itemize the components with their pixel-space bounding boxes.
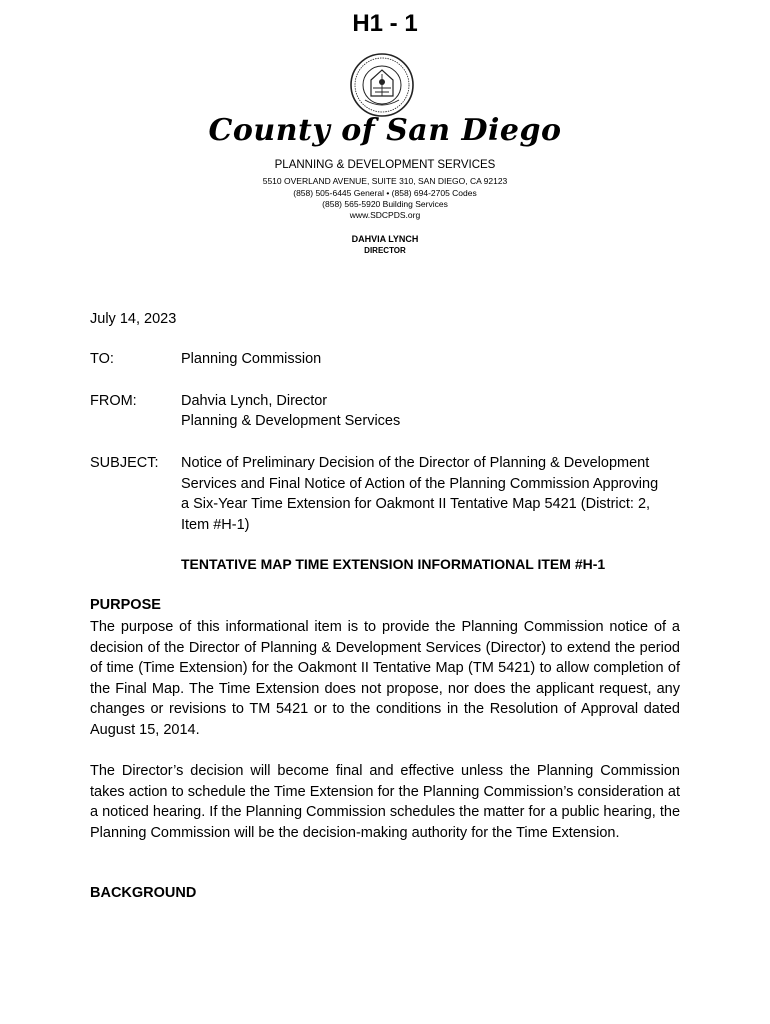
subject-line-1: Notice of Preliminary Decision of the Director of Planning & Development (181, 455, 650, 471)
to-label: TO: (90, 351, 114, 367)
from-name: Dahvia Lynch, Director (181, 393, 328, 409)
purpose-heading: PURPOSE (90, 597, 161, 613)
purpose-paragraph-1: The purpose of this informational item is to provide the Planning Commission notice of a decision of the Director of Planning & Development Services (Director) to extend the period of time (Time Extension) for the Oakmont II Tentative Map (TM 5421) to allow completion of the Final Map. The Time Extension does not propose, nor does the applicant request, any changes or revisions to TM 5421 or to the conditions in the Resolution of Approval dated August 15, 2014. (90, 619, 680, 738)
county-seal-icon (349, 52, 415, 118)
informational-heading: TENTATIVE MAP TIME EXTENSION INFORMATIONAL ITEM #H-1 (181, 556, 606, 572)
building-phone: (858) 565-5920 Building Services (322, 199, 448, 209)
memo-date: July 14, 2023 (90, 311, 177, 327)
director-name: DAHVIA LYNCH (351, 234, 419, 244)
subject-line-4: Item #H-1) (181, 517, 250, 533)
department-name: PLANNING & DEVELOPMENT SERVICES (274, 159, 496, 171)
phone-numbers: (858) 505-6445 General • (858) 694-2705 Codes (293, 188, 477, 198)
director-title: DIRECTOR (364, 246, 406, 255)
county-name: County of San Diego (208, 113, 562, 148)
purpose-paragraph-2: The Director’s decision will become final and effective unless the Planning Commission takes action to schedule the Time Extension for the Planning Commission’s consideration at a noticed hearing. If the Planning Commission schedules the matter for a public hearing, the Planning Commission will be the decision-making authority for the Time Extension. (90, 763, 681, 841)
address: 5510 OVERLAND AVENUE, SUITE 310, SAN DIEGO, CA 92123 (262, 176, 508, 186)
from-label: FROM: (90, 393, 137, 409)
from-department: Planning & Development Services (181, 413, 401, 429)
subject-label: SUBJECT: (90, 455, 159, 471)
background-heading: BACKGROUND (90, 885, 197, 901)
page-label: H1 - 1 (352, 10, 418, 37)
subject-line-2: Services and Final Notice of Action of the Planning Commission Approving (181, 476, 659, 492)
to-value: Planning Commission (181, 351, 322, 367)
website: www.SDCPDS.org (349, 210, 421, 220)
subject-line-3: a Six-Year Time Extension for Oakmont II Tentative Map 5421 (District: 2, (181, 496, 651, 512)
